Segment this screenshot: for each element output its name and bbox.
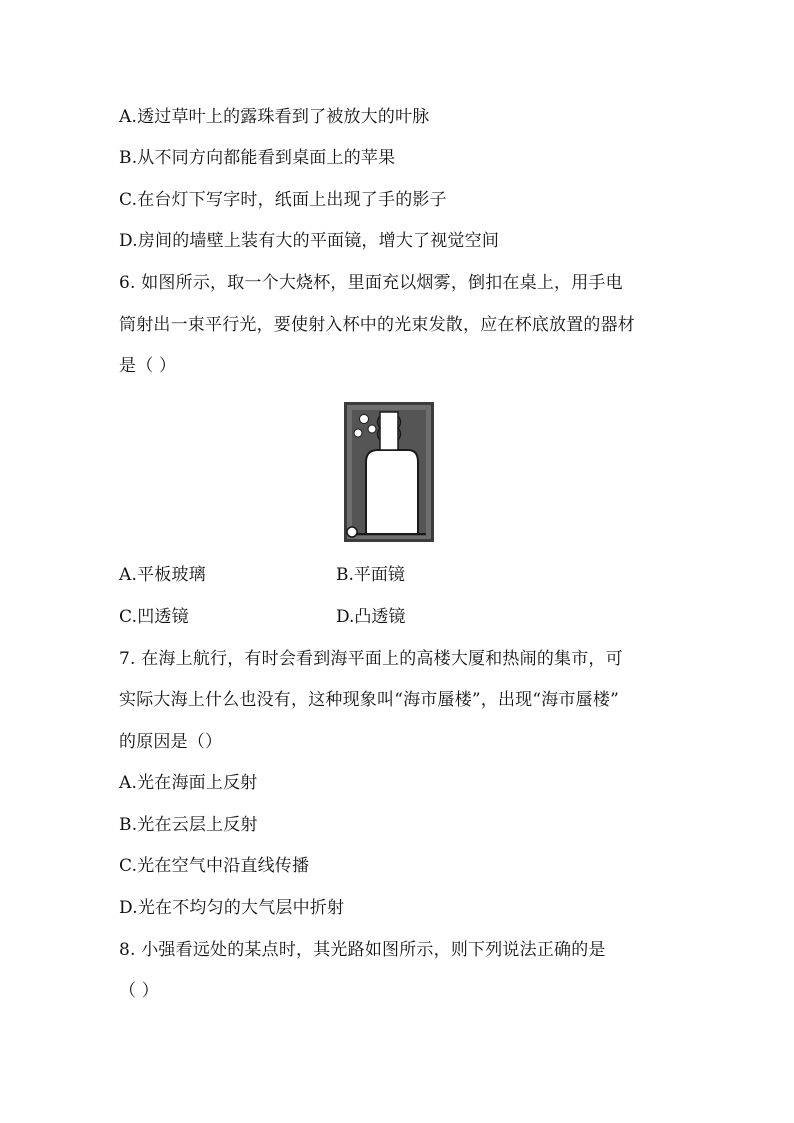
q5-option-b: B.从不同方向都能看到桌面上的苹果 (119, 148, 396, 168)
q6-option-a: A.平板玻璃 (119, 565, 206, 585)
q7-stem-line-3: 的原因是（） (119, 732, 223, 752)
q7-stem-line-2: 实际大海上什么也没有，这种现象叫“海市蜃楼”，出现“海市蜃楼” (119, 690, 619, 710)
q6-option-d: D.凸透镜 (336, 607, 406, 627)
q6-stem-line-3: 是（ ） (119, 356, 177, 376)
q7-option-b: B.光在云层上反射 (119, 815, 258, 835)
q5-option-a: A.透过草叶上的露珠看到了被放大的叶脉 (119, 107, 430, 127)
q7-option-a: A.光在海面上反射 (119, 773, 258, 793)
q6-stem-line-2: 筒射出一束平行光，要使射入杯中的光束发散，应在杯底放置的器材 (119, 315, 635, 335)
q7-stem-line-1: 7. 在海上航行，有时会看到海平面上的高楼大厦和热闹的集市，可 (119, 649, 623, 669)
q8-stem-line-2: （ ） (119, 981, 160, 1001)
q6-stem-line-1: 6. 如图所示，取一个大烧杯，里面充以烟雾，倒扣在桌上，用手电 (119, 273, 623, 293)
q8-stem-line-1: 8. 小强看远处的某点时，其光路如图所示，则下列说法正确的是 (119, 940, 606, 960)
beaker-figure (344, 402, 434, 542)
q6-option-b: B.平面镜 (336, 565, 405, 585)
q7-option-c: C.光在空气中沿直线传播 (119, 856, 310, 876)
q7-option-d: D.光在不均匀的大气层中折射 (119, 898, 345, 918)
q6-option-c: C.凹透镜 (119, 607, 189, 627)
q5-option-c: C.在台灯下写字时，纸面上出现了手的影子 (119, 190, 447, 210)
q5-option-d: D.房间的墙壁上装有大的平面镜，增大了视觉空间 (119, 231, 500, 251)
